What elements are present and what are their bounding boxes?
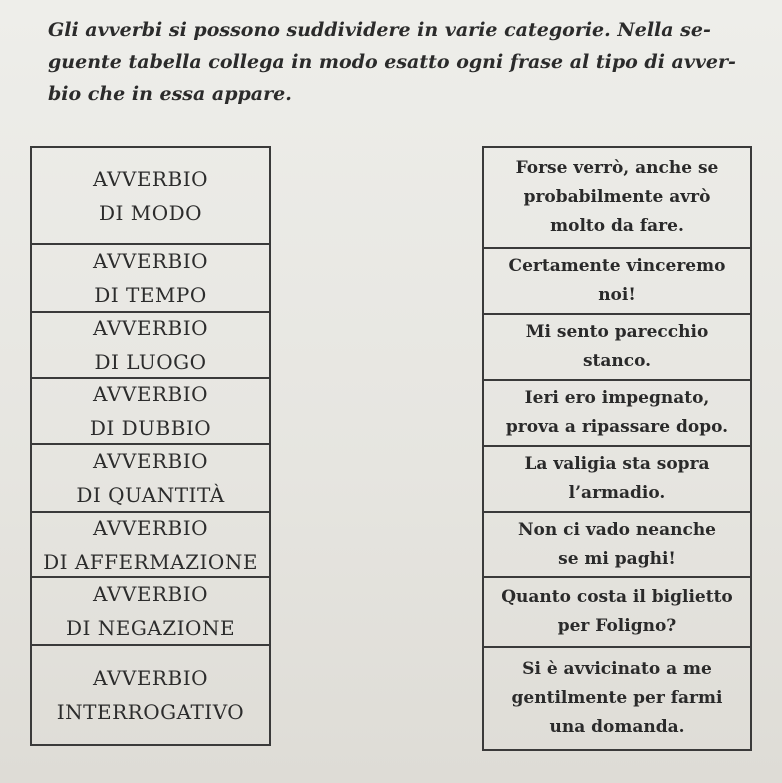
- sentence-cell[interactable]: [484, 578, 750, 648]
- category-label: DI AFFERMAZIONE: [43, 549, 258, 574]
- category-label: DI NEGAZIONE: [65, 616, 236, 640]
- category-cell[interactable]: [32, 148, 269, 245]
- sentence-cell[interactable]: [484, 648, 750, 749]
- sentence-line: l’armadio.: [568, 483, 666, 503]
- category-label: DI QUANTITÀ: [76, 483, 225, 507]
- category-cell[interactable]: [32, 379, 269, 445]
- category-cell[interactable]: [32, 646, 269, 744]
- sentence-line: gentilmente per farmi: [511, 688, 723, 708]
- category-label: AVVERBIO: [93, 449, 208, 473]
- instruction-line: Gli avverbi si possono suddividere in varie categorie. Nella se-: [48, 19, 711, 41]
- sentence-cell[interactable]: [484, 447, 750, 513]
- category-label: AVVERBIO: [93, 382, 208, 406]
- sentence-line: Non ci vado neanche: [518, 519, 716, 540]
- sentences-table: [482, 146, 752, 751]
- sentence-line: La valigia sta sopra: [524, 454, 710, 474]
- sentence-line: Certamente vinceremo: [508, 256, 726, 276]
- category-cell[interactable]: [32, 445, 269, 513]
- sentence-line: per Foligno?: [557, 616, 677, 636]
- sentence-cell[interactable]: [484, 315, 750, 381]
- sentence-line: Ieri ero impegnato,: [524, 388, 710, 408]
- adverb-types-table: [30, 146, 271, 746]
- instruction-line: guente tabella collega in modo esatto ogni frase al tipo di avver-: [48, 51, 736, 73]
- category-cell[interactable]: [32, 578, 269, 646]
- sentence-cell[interactable]: [484, 381, 750, 447]
- sentence-line: una domanda.: [549, 717, 685, 737]
- category-label: INTERROGATIVO: [56, 700, 245, 724]
- sentence-line: stanco.: [582, 351, 652, 371]
- category-cell[interactable]: [32, 513, 269, 578]
- sentence-cell[interactable]: [484, 148, 750, 249]
- sentence-line: noi!: [598, 285, 636, 305]
- category-label: DI MODO: [98, 200, 203, 225]
- sentence-line: se mi paghi!: [558, 548, 676, 569]
- category-label: AVVERBIO: [93, 249, 208, 273]
- sentence-line: probabilmente avrò: [523, 187, 711, 207]
- sentence-line: molto da fare.: [550, 216, 684, 236]
- category-label: AVVERBIO: [93, 166, 208, 191]
- category-label: DI LUOGO: [94, 350, 207, 374]
- sentence-line: Mi sento parecchio: [525, 322, 709, 342]
- category-label: AVVERBIO: [93, 316, 208, 340]
- sentence-cell[interactable]: [484, 513, 750, 578]
- sentence-line: Quanto costa il biglietto: [501, 587, 733, 607]
- category-label: AVVERBIO: [93, 666, 208, 690]
- sentence-line: Forse verrò, anche se: [515, 158, 719, 178]
- sentence-line: prova a ripassare dopo.: [505, 417, 729, 437]
- category-label: DI DUBBIO: [89, 416, 212, 440]
- category-label: DI TEMPO: [94, 283, 207, 307]
- category-label: AVVERBIO: [93, 515, 208, 540]
- exercise-instructions: [48, 14, 748, 110]
- category-cell[interactable]: [32, 313, 269, 379]
- category-label: AVVERBIO: [93, 582, 208, 606]
- sentence-cell[interactable]: [484, 249, 750, 315]
- sentence-line: Si è avvicinato a me: [522, 659, 712, 679]
- instruction-line: bio che in essa appare.: [48, 83, 292, 105]
- category-cell[interactable]: [32, 245, 269, 313]
